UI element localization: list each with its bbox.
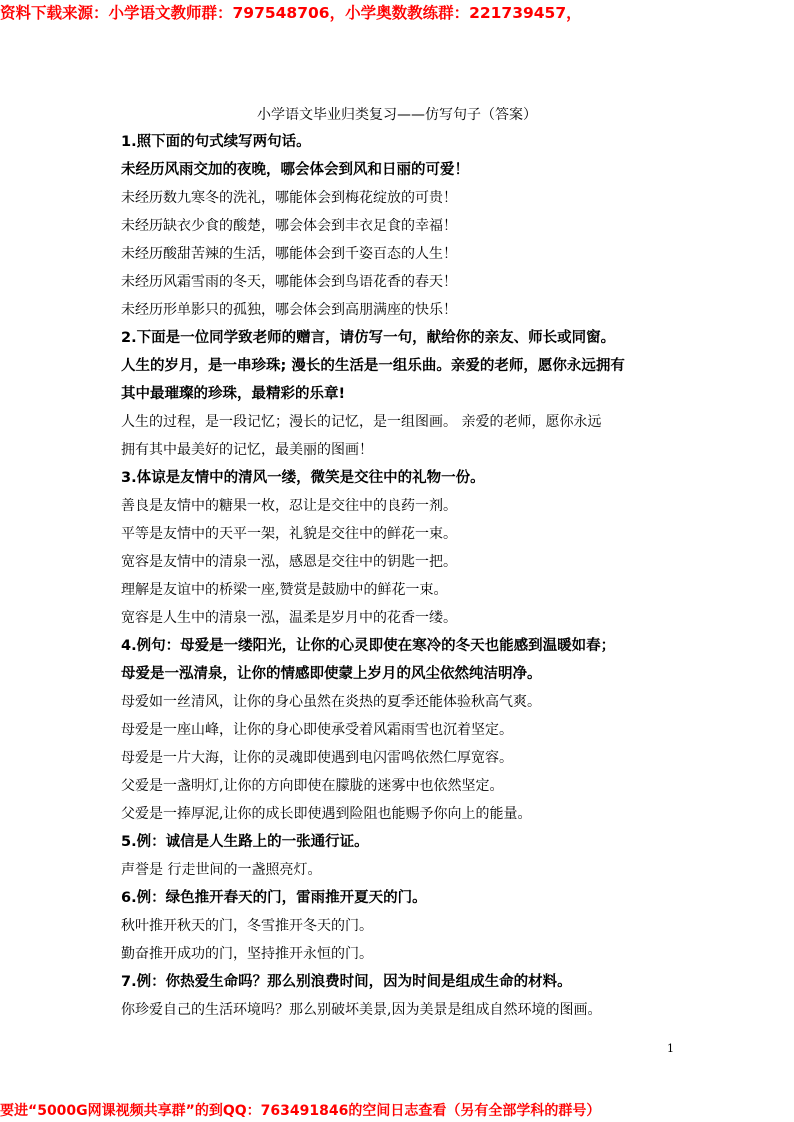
answer-line: 平等是友情中的天平一架，礼貌是交往中的鲜花一束。	[121, 526, 457, 542]
question-line: 7.例：你热爱生命吗？那么别浪费时间，因为时间是组成生命的材料。	[121, 974, 572, 990]
answer-line: 母爱是一片大海，让你的灵魂即使遇到电闪雷鸣依然仁厚宽容。	[121, 750, 513, 766]
footer-banner: 要进“5000G网课视频共享群”的到QQ：763491846的空间日志查看（另有全部学科的群号）	[0, 1103, 601, 1119]
question-line: 未经历风雨交加的夜晚，哪会体会到风和日丽的可爱！	[121, 162, 469, 178]
answer-line: 父爱是一捧厚泥,让你的成长即使遇到险阻也能赐予你向上的能量。	[121, 806, 532, 822]
header-banner: 资料下载来源：小学语文教师群：797548706，小学奥数教练群：221739457，	[0, 4, 582, 22]
answer-line: 未经历缺衣少食的酸楚，哪会体会到丰衣足食的幸福！	[121, 218, 457, 234]
answer-line: 理解是友谊中的桥梁一座,赞赏是鼓励中的鲜花一束。	[121, 582, 448, 598]
question-line: 4.例句：母爱是一缕阳光，让你的心灵即使在寒冷的冬天也能感到温暖如春；	[121, 638, 616, 654]
answer-line: 声誉是 行走世间的一盏照亮灯。	[121, 862, 322, 878]
question-line: 5.例：诚信是人生路上的一张通行证。	[121, 834, 369, 850]
question-line: 1.照下面的句式续写两句话。	[121, 134, 311, 150]
answer-line: 人生的过程，是一段记忆；漫长的记忆，是一组图画。 亲爱的老师，愿你永远	[121, 414, 602, 430]
answer-line: 未经历风霜雪雨的冬天，哪能体会到鸟语花香的春天！	[121, 274, 457, 290]
question-line: 3.体谅是友情中的清风一缕，微笑是交往中的礼物一份。	[121, 470, 485, 486]
answer-line: 勤奋推开成功的门，坚持推开永恒的门。	[121, 946, 373, 962]
question-line: 母爱是一泓清泉，让你的情感即使蒙上岁月的风尘依然纯洁明净。	[121, 666, 542, 682]
question-line: 6.例：绿色推开春天的门，雷雨推开夏天的门。	[121, 890, 427, 906]
answer-line: 未经历酸甜苦辣的生活，哪能体会到千姿百态的人生！	[121, 246, 457, 262]
answer-line: 秋叶推开秋天的门，冬雪推开冬天的门。	[121, 918, 373, 934]
answer-line: 善良是友情中的糖果一枚，忍让是交往中的良药一剂。	[121, 498, 457, 514]
question-line: 人生的岁月，是一串珍珠; 漫长的生活是一组乐曲。亲爱的老师，愿你永远拥有	[121, 358, 625, 374]
document-title: 小学语文毕业归类复习——仿写句子（答案）	[257, 107, 537, 123]
answer-line: 拥有其中最美好的记忆，最美丽的图画！	[121, 442, 373, 458]
answer-line: 父爱是一盏明灯,让你的方向即使在朦胧的迷雾中也依然坚定。	[121, 778, 504, 794]
answer-line: 母爱如一丝清风，让你的身心虽然在炎热的夏季还能体验秋高气爽。	[121, 694, 541, 710]
answer-line: 未经历数九寒冬的洗礼，哪能体会到梅花绽放的可贵！	[121, 190, 457, 206]
question-line: 2.下面是一位同学致老师的赠言，请仿写一句，献给你的亲友、师长或同窗。	[121, 330, 616, 346]
answer-line: 宽容是友情中的清泉一泓，感恩是交往中的钥匙一把。	[121, 554, 457, 570]
answer-line: 母爱是一座山峰，让你的身心即使承受着风霜雨雪也沉着坚定。	[121, 722, 513, 738]
document-body	[121, 128, 677, 1024]
question-line: 其中最璀璨的珍珠，最精彩的乐章!	[121, 386, 346, 402]
answer-line: 宽容是人生中的清泉一泓，温柔是岁月中的花香一缕。	[121, 610, 457, 626]
answer-line: 你珍爱自己的生活环境吗？那么别破坏美景,因为美景是组成自然环境的图画。	[121, 1002, 602, 1018]
page-number: 1	[667, 1042, 674, 1055]
answer-line: 未经历形单影只的孤独，哪会体会到高朋满座的快乐！	[121, 302, 457, 318]
